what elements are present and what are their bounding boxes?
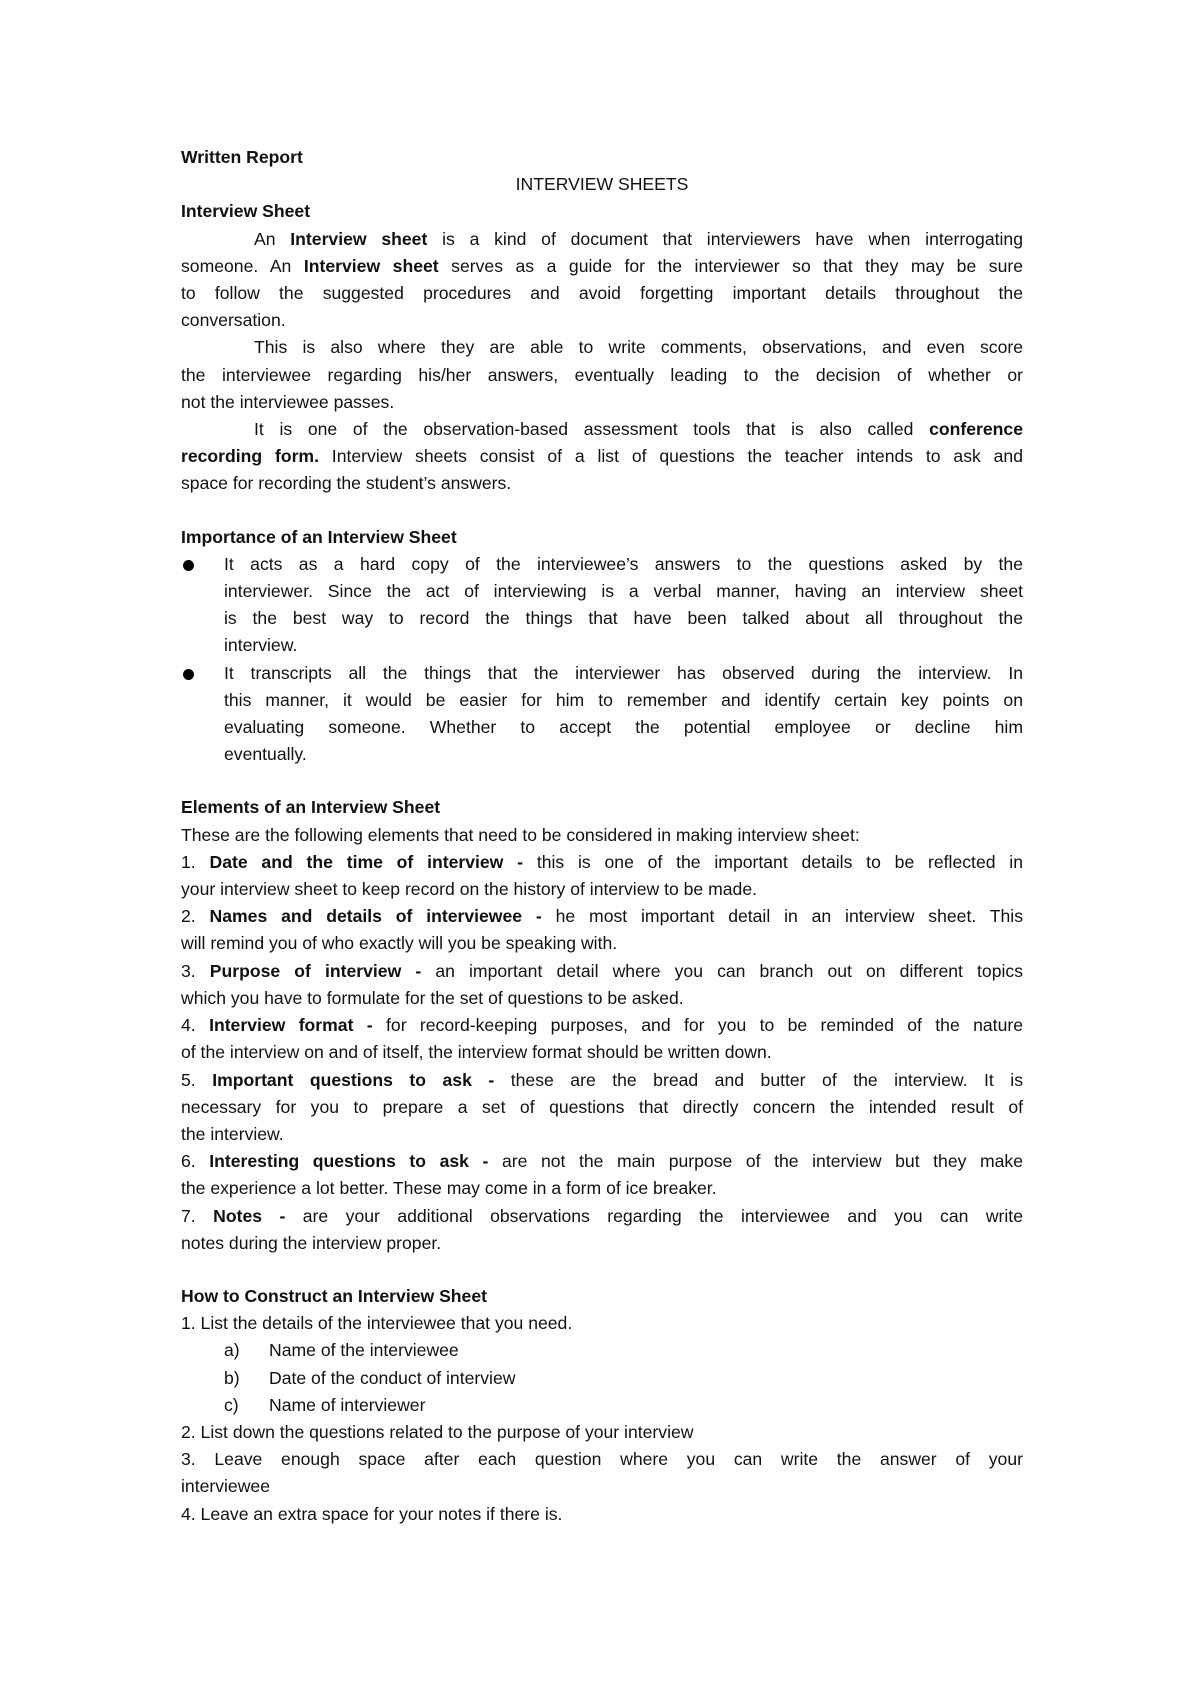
bullet-item [181, 660, 1023, 769]
text-line: the interview. [181, 1123, 284, 1144]
elements-intro: These are the following elements that need to be considered in making interview sheet: [181, 824, 860, 845]
text-line: notes during the interview proper. [181, 1232, 442, 1253]
text-line: 4. Interview format - for record-keeping purposes, and for you to be reminded of the nature [181, 1015, 1024, 1036]
paragraph-comments [181, 334, 1023, 416]
text-line: eventually. [224, 744, 307, 765]
text-line: necessary for you to prepare a set of questions that directly concern the intended result of [181, 1096, 1023, 1117]
bullet-dot-icon [183, 560, 194, 571]
bullet-dot-icon [183, 669, 194, 680]
text-line: which you have to formulate for the set of questions to be asked. [181, 987, 684, 1008]
sub-item: c) Name of interviewer [224, 1394, 426, 1415]
text-line: space for recording the student’s answers. [181, 473, 512, 494]
text-line: your interview sheet to keep record on the history of interview to be made. [181, 879, 758, 900]
text-line: interviewee [181, 1476, 270, 1497]
text-line: An Interview sheet is a kind of document that interviewers have when interrogating [254, 228, 1023, 249]
text-line: interview. [224, 635, 298, 656]
bullet-item [181, 551, 1023, 660]
element-item [181, 849, 1023, 903]
document-page [181, 144, 1023, 1528]
text-line: This is also where they are able to write comments, observations, and even score [254, 337, 1023, 358]
step-1: 1. List the details of the interviewee that you need. [181, 1313, 573, 1334]
report-label: Written Report [181, 147, 303, 167]
step-2: 2. List down the questions related to the purpose of your interview [181, 1421, 694, 1442]
text-line: It transcripts all the things that the interviewer has observed during the interview. In [224, 662, 1023, 683]
section-heading-elements: Elements of an Interview Sheet [181, 797, 441, 818]
paragraph-observation-tool [181, 416, 1023, 498]
text-line: 7. Notes - are your additional observations regarding the interviewee and you can write [181, 1205, 1023, 1226]
text-line: recording form. Interview sheets consist of a list of questions the teacher intends to ask and [181, 446, 1023, 467]
element-item [181, 903, 1023, 957]
text-line: of the interview on and of itself, the interview format should be written down. [181, 1042, 772, 1063]
text-line: the experience a lot better. These may come in a form of ice breaker. [181, 1178, 717, 1199]
text-line: evaluating someone. Whether to accept the potential employee or decline him [224, 717, 1023, 738]
step-3 [181, 1446, 1023, 1500]
element-item [181, 1067, 1023, 1149]
text-line: is the best way to record the things that have been talked about all throughout the [224, 608, 1023, 629]
sub-item: b) Date of the conduct of interview [224, 1367, 516, 1388]
text-line: interviewer. Since the act of interviewing is a verbal manner, having an interview sheet [224, 581, 1023, 602]
element-item [181, 1012, 1023, 1066]
text-line: 1. Date and the time of interview - this is one of the important details to be reflected in [181, 851, 1024, 872]
text-line: conversation. [181, 310, 286, 331]
step-4: 4. Leave an extra space for your notes if there is. [181, 1503, 563, 1524]
text-line: 6. Interesting questions to ask - are not the main purpose of the interview but they make [181, 1151, 1023, 1172]
text-line: 5. Important questions to ask - these are the bread and butter of the interview. It is [181, 1069, 1023, 1090]
text-line: It acts as a hard copy of the interviewee’s answers to the questions asked by the [224, 553, 1023, 574]
text-line: 3. Purpose of interview - an important detail where you can branch out on different topics [181, 960, 1023, 981]
paragraph-definition [181, 226, 1023, 335]
document-title: INTERVIEW SHEETS [515, 174, 689, 195]
section-heading-importance: Importance of an Interview Sheet [181, 526, 457, 547]
section-heading-interview-sheet: Interview Sheet [181, 201, 311, 222]
text-line: not the interviewee passes. [181, 391, 395, 412]
text-line: will remind you of who exactly will you be speaking with. [181, 933, 618, 954]
text-line: someone. An Interview sheet serves as a guide for the interviewer so that they may be sure [181, 255, 1023, 276]
text-line: to follow the suggested procedures and avoid forgetting important details throughout the [181, 283, 1023, 304]
text-line: It is one of the observation-based assessment tools that is also called conference [254, 419, 1023, 440]
element-item [181, 1203, 1023, 1257]
text-line: this manner, it would be easier for him to remember and identify certain key points on [224, 689, 1023, 710]
text-line: the interviewee regarding his/her answers, eventually leading to the decision of whether or [181, 364, 1023, 385]
element-item [181, 958, 1023, 1012]
text-line: 2. Names and details of interviewee - he most important detail in an interview sheet. This [181, 906, 1023, 927]
sub-item: a) Name of the interviewee [224, 1340, 459, 1361]
text-line: 3. Leave enough space after each question where you can write the answer of your [181, 1449, 1023, 1470]
element-item [181, 1148, 1023, 1202]
section-heading-how-to-construct: How to Construct an Interview Sheet [181, 1285, 487, 1306]
